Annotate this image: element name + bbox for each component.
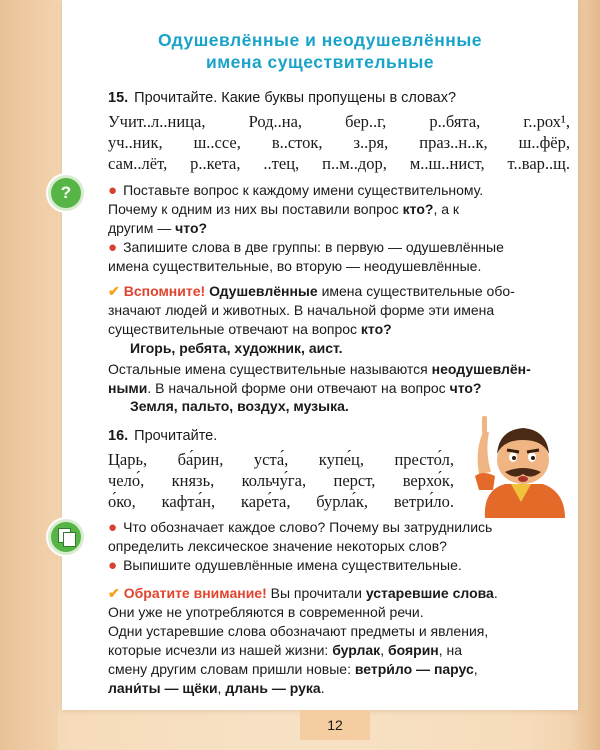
word: р..кета, xyxy=(190,154,241,173)
word: кафта́н, xyxy=(161,492,216,511)
word: о́ко, xyxy=(108,492,136,511)
exercise-15-words-row3 xyxy=(108,154,570,174)
raised-finger-shape xyxy=(482,416,487,434)
word: м..ш..нист, xyxy=(409,154,485,173)
exercise-15-task1: ● Поставьте вопрос к каждому имени существительному. Почему к одним из них вы поставили вопрос кто?, а к другим — что? xyxy=(108,182,484,236)
word: перст, xyxy=(333,471,376,490)
page-title-line1: Одушевлённые и неодушевлённые xyxy=(157,30,483,50)
notebook-icon xyxy=(48,519,84,555)
word: ветри́ло. xyxy=(393,492,454,511)
word: Род..на, xyxy=(248,112,303,131)
boyar-illustration xyxy=(465,410,577,518)
word: Учит..л..ница, xyxy=(108,112,206,131)
word: уста́, xyxy=(253,450,289,469)
word: кольчу́га, xyxy=(241,471,307,490)
word: купе́ц, xyxy=(318,450,364,469)
raised-hand-shape xyxy=(478,432,491,474)
word: праз..н..к, xyxy=(419,133,488,152)
remember-block: ✔ Вспомните! Одушевлённые имена существительные обо- значают людей и животных. В начальной форме эти имена существительные отвечают на вопрос кто? xyxy=(108,283,515,337)
page-number: 12 xyxy=(300,710,370,740)
bullet-icon: ● xyxy=(108,557,118,574)
exercise-16-words-row2 xyxy=(108,471,454,491)
word: сам..лёт, xyxy=(108,154,168,173)
word: ..тец, xyxy=(263,154,300,173)
word: верхо́к, xyxy=(402,471,454,490)
exercise-16-words-row1 xyxy=(108,450,454,470)
exercise-16-number: 16. xyxy=(108,428,129,444)
word: князь, xyxy=(171,471,215,490)
bullet-icon: ● xyxy=(108,519,118,536)
exercise-16-task1: ● Что обозначает каждое слово? Почему вы затруднились определить лексическое значение некоторых слов? xyxy=(108,519,493,554)
word: Царь, xyxy=(108,450,148,469)
animate-examples: Игорь, ребята, художник, аист. xyxy=(130,340,343,356)
exercise-16-words-row3 xyxy=(108,492,454,512)
attention-block: ✔ Обратите внимание! Вы прочитали устаревшие слова. Они уже не употребляются в современной речи. Одни устаревшие слова обозначают предметы и явления, которые исчезли из нашей жизни: бурлак, боярин, на смену другим словам пришли новые: ветри́ло — парус, лани́ты — щёки, длань — рука. xyxy=(108,585,498,696)
exercise-15-number: 15. xyxy=(108,90,129,106)
exercise-15-words-row1 xyxy=(108,112,570,132)
exercise-15-words-row2 xyxy=(108,133,570,153)
bullet-icon: ● xyxy=(108,182,118,199)
word: чело́, xyxy=(108,471,145,490)
inanimate-definition: Остальные имена существительные называются неодушевлён- ными. В начальной форме они отвечают на вопрос что? xyxy=(108,361,531,396)
left-margin xyxy=(0,0,58,750)
bullet-icon: ● xyxy=(108,239,118,256)
word: ш..ссе, xyxy=(193,133,241,152)
exercise-15-instruction: Прочитайте. Какие буквы пропущены в словах? xyxy=(134,90,457,106)
exercise-16-task2: ● Выпишите одушевлённые имена существительные. xyxy=(108,557,462,574)
exercise-15-heading xyxy=(108,90,456,106)
checkmark-icon: ✔ xyxy=(108,585,120,601)
word: бер..г, xyxy=(345,112,387,131)
word: р..бята, xyxy=(429,112,481,131)
word: уч..ник, xyxy=(108,133,163,152)
word: каре́та, xyxy=(240,492,291,511)
question-icon: ? xyxy=(48,175,84,211)
word: в..сток, xyxy=(271,133,323,152)
checkmark-icon: ✔ xyxy=(108,283,120,299)
exercise-16-instruction: Прочитайте. xyxy=(134,428,218,444)
word: г..рох¹, xyxy=(523,112,570,131)
inanimate-examples: Земля, пальто, воздух, музыка. xyxy=(130,398,349,414)
word: з..ря, xyxy=(353,133,389,152)
word: ш..фёр, xyxy=(518,133,570,152)
word: т..вар..щ. xyxy=(507,154,570,173)
exercise-15-task2: ● Запишите слова в две группы: в первую — одушевлённые имена существительные, во вторую — неодушевлённые. xyxy=(108,239,504,274)
word: бурла́к, xyxy=(316,492,369,511)
word: п..м..дор, xyxy=(322,154,387,173)
word: ба́рин, xyxy=(177,450,224,469)
word: престо́л, xyxy=(394,450,454,469)
exercise-16-heading xyxy=(108,428,217,444)
page-title-line2: имена существительные xyxy=(205,52,435,72)
